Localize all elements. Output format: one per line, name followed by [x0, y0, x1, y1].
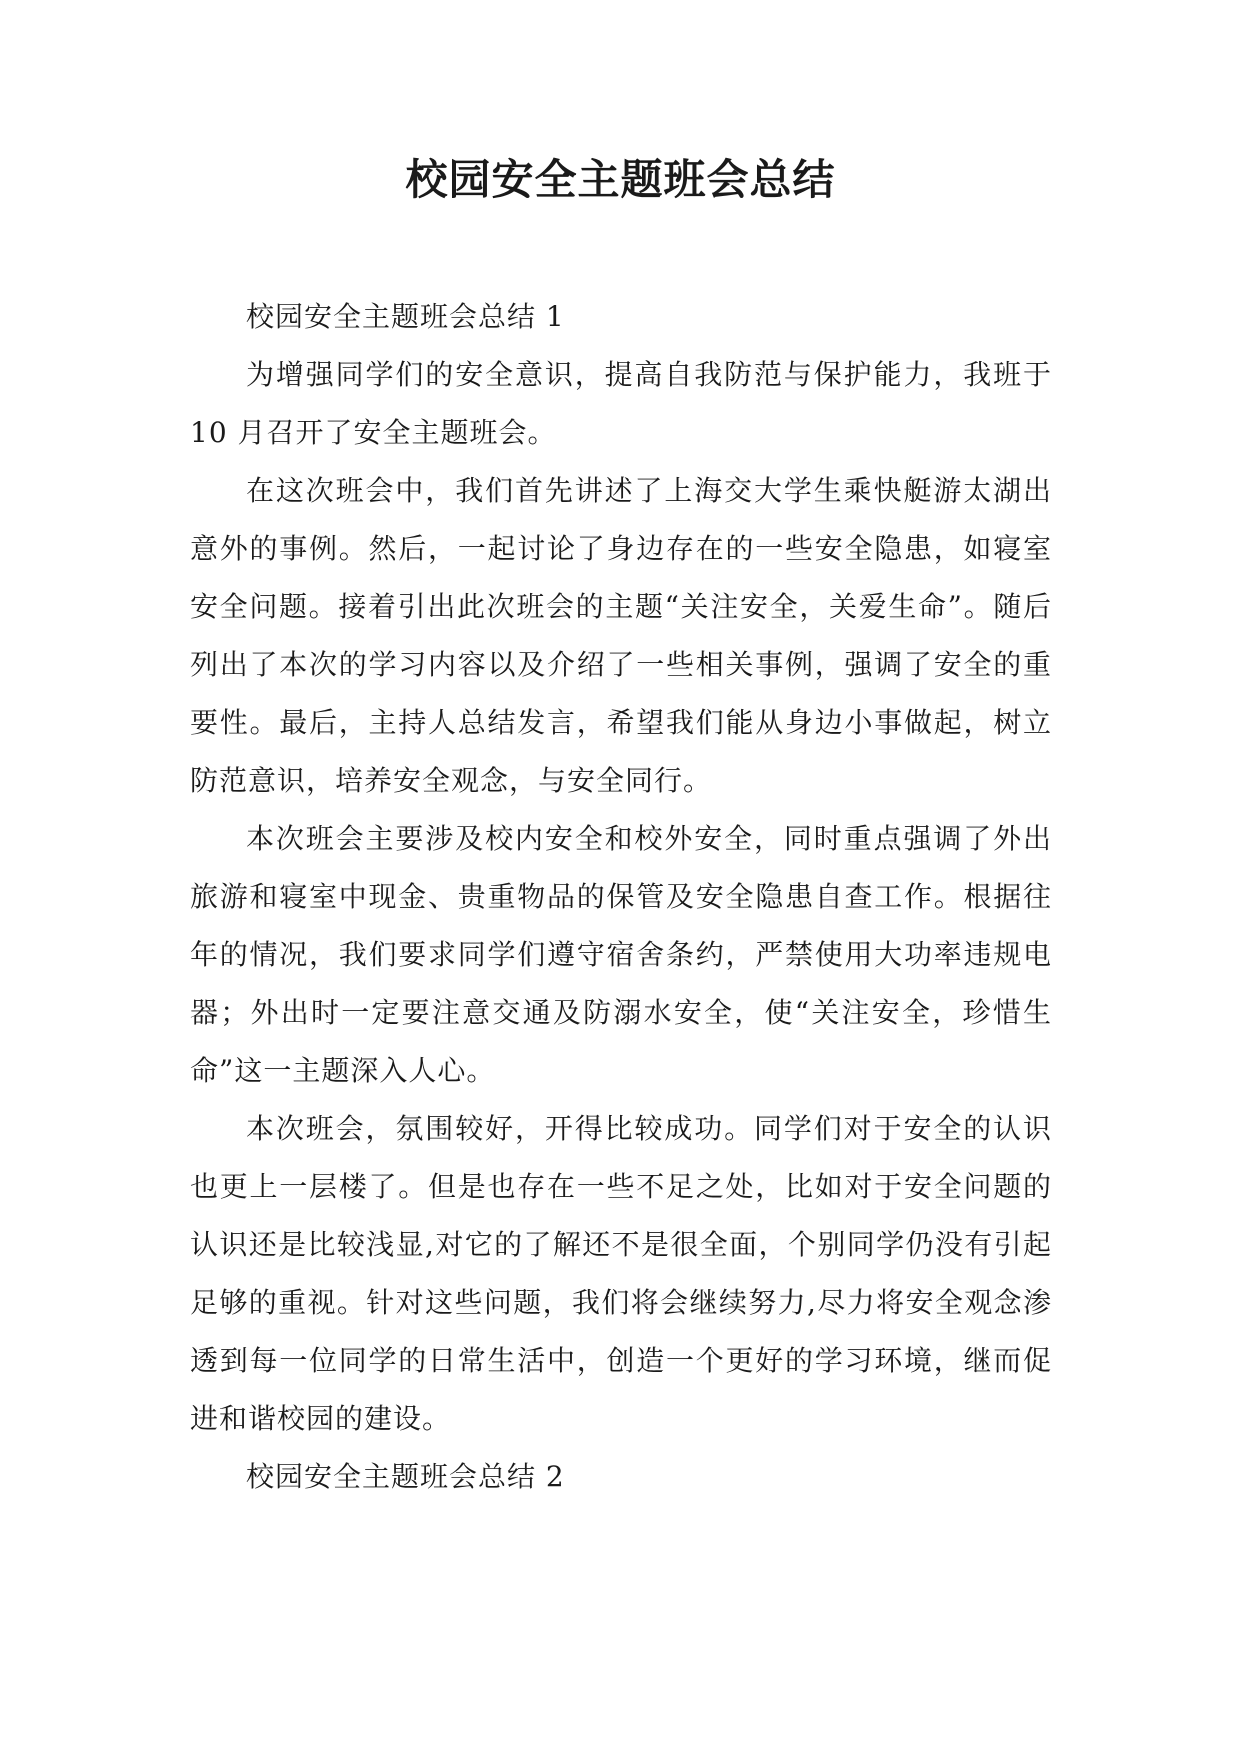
- paragraph-intro: 为增强同学们的安全意识，提高自我防范与保护能力，我班于 10 月召开了安全主题班会。: [190, 358, 1052, 449]
- paragraph-meeting-evaluation: 本次班会，氛围较好，开得比较成功。同学们对于安全的认识也更上一层楼了。但是也存在一些不足之处，比如对于安全问题的认识还是比较浅显,对它的了解还不是很全面，个别同学仍没有引起足够的重视。针对这些问题，我们将会继续努力,尽力将安全观念渗透到每一位同学的日常生活中，创造一个更好的学习环境，继而促进和谐校园的建设。: [190, 1112, 1052, 1435]
- paragraph-meeting-process: 在这次班会中，我们首先讲述了上海交大学生乘快艇游太湖出意外的事例。然后，一起讨论了身边存在的一些安全隐患，如寝室安全问题。接着引出此次班会的主题“关注安全，关爱生命”。随后列出了本次的学习内容以及介绍了一些相关事例，强调了安全的重要性。最后，主持人总结发言，希望我们能从身边小事做起，树立防范意识，培养安全观念，与安全同行。: [190, 474, 1052, 797]
- section-heading-1: 校园安全主题班会总结 1: [246, 300, 565, 333]
- section-heading-2: 校园安全主题班会总结 2: [246, 1460, 565, 1493]
- document-title: 校园安全主题班会总结: [405, 155, 836, 204]
- document-body: [190, 288, 1052, 1506]
- paragraph-meeting-content: 本次班会主要涉及校内安全和校外安全，同时重点强调了外出旅游和寝室中现金、贵重物品的保管及安全隐患自查工作。根据往年的情况，我们要求同学们遵守宿舍条约，严禁使用大功率违规电器；外出时一定要注意交通及防溺水安全，使“关注安全，珍惜生命”这一主题深入人心。: [190, 822, 1052, 1087]
